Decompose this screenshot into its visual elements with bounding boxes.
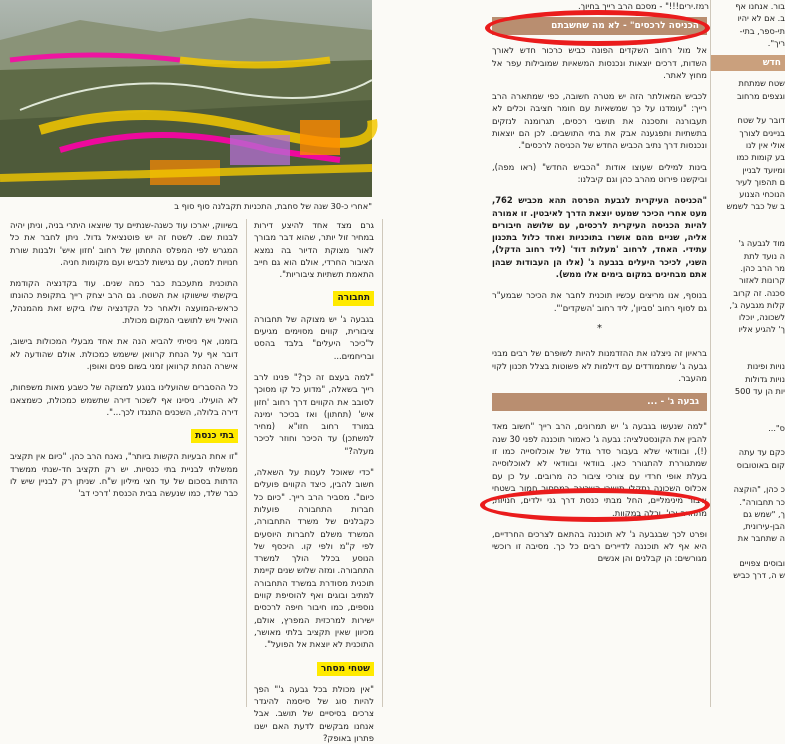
- text-line: קלות מגבעה ג',: [729, 299, 785, 310]
- text-line: [711, 336, 785, 348]
- section-heading-entrance: הכניסה לרכסים" - לא מה שחשבתם: [492, 17, 707, 35]
- text-line: תי-ספר, בתי-: [739, 25, 785, 36]
- paragraph: בשיווק, יארכו עוד כשנה-שנתיים עד שיוצאו היתרי בניה, וניתן יהיה לבנות שם. לשטח זה יש פוטנציאל גדול. ניתן לחבר את כל המגרש לפי המפלס התחתון של רחוב 'חזון איש' ולבנות שורת חנויות למטה, עם נגישות לכביש ועם מקומות חניה.: [10, 220, 238, 267]
- subheading-commerce: שטחי מסחר: [317, 662, 374, 676]
- red-highlight-mark: [485, 10, 710, 46]
- text-line: ב. אם לא יהיו: [737, 13, 785, 24]
- text-line: [711, 410, 785, 422]
- paragraph: כל ההסברים שהועלינו בנוגע למצוקה של כשבע מאות משפחות, לא הועילו. ניסינו אף לשכור דירה שתשמש כמכולת, כשמצאנו דירה בלולה, השכנים התנגדו לכך...".: [10, 382, 238, 417]
- left-middle-column: [254, 219, 374, 743]
- text-line: קום באוטובוס: [736, 459, 785, 470]
- middle-column: [492, 17, 707, 707]
- paragraph: בינות למילים שעוצו אודות "הכביש החדש" (ראו מפה), וביקשנו פירוט מהרב כהן וגם קיבלנו:: [492, 161, 707, 184]
- paragraph: "הכניסה העיקרית לגבעת הפרסה תהא מכביש 762, מעט אחרי הכיכר שמעט יוצאת הדרך לאיבטין. זו אמורה להיות הכניסה העיקרית לרכסים, עם שלושה חיבורים אליה, שניים מהם אושרו בתוכניות ואחד כלול בתכנון עתידי. האחד, לרחוב 'מעלות דוד' (ליד רחוב הדקל), השני, לכיכר היעלים בגבעה ג' (אלו הן העבודות שבהן אתם מבחינים במקום בימים אלו ממש).: [492, 195, 707, 280]
- text-line: יות הן עד 500: [734, 385, 785, 396]
- text-line: ס"...: [768, 422, 785, 433]
- text-line: נויות גדולות: [745, 373, 785, 384]
- text-line: בניינים לצורך: [739, 127, 785, 138]
- text-line: הנוכחי הצנוע: [739, 189, 785, 200]
- text-line: שטח שמתחת: [738, 78, 785, 89]
- text-line: לשכונה, יוכלו: [738, 312, 785, 323]
- text-line: [711, 213, 785, 225]
- text-line: ש ה, דרך כביש: [733, 570, 785, 581]
- text-line: [711, 545, 785, 557]
- text-line: כקם עד עתה: [738, 447, 785, 458]
- text-line: מר הרב כהן.: [740, 262, 785, 273]
- text-line: כר תחבורה".: [739, 496, 785, 507]
- subheading-synagogues: בתי כנסת: [191, 429, 238, 443]
- text-line: ך, "שמש גם: [743, 508, 785, 519]
- paragraph: בראיון זה ניצלנו את ההזדמנות להיות לשופרם של רבים מבני גבעה ג' שמתמודדים עם דילמות לא פשוטות בצלל תכנון לקוי מהעבר.: [492, 348, 707, 383]
- section-heading-hill-c: גבעה ג' - ...: [492, 393, 707, 411]
- paragraph: לכביש המאולתר הזה יש מטרה חשובה, כפי שמתארה הרב רייך: "עומדנו על כך שמשאיות עם חומר חציבה וכלים לא תעבורנה ותסכנה את תושבי רכסים, תגרומנה לנזקים בתשתיות ותפגענה אבק את בתי התושבים. לכן הם יוצאות ונכנסות דרך נתיב הכביש החדש של הכניסה לרכסים".: [492, 91, 707, 151]
- right-fragment-lines: [711, 77, 785, 581]
- text-line: [711, 348, 785, 360]
- text-line: ך' להגיע אליו: [738, 324, 785, 335]
- text-line: [711, 434, 785, 446]
- text-line: קרונות לאזור: [739, 275, 785, 286]
- paragraph: אל מול רחוב השקדים הפונה כביש כרכור חדש לאורך השדות, דרכים יוצאות ונכנסות המשאיות שמובילות עפר אל מחוץ לאתר.: [492, 45, 707, 80]
- text-line: אולי אין לנו: [745, 139, 785, 150]
- text-line: נויות ופינות: [747, 361, 785, 372]
- text-line: בע קומות כמו: [736, 152, 785, 163]
- paragraph: "זו אחת הבעיות הקשות ביותר", נאנח הרב כהן. "כיום אין תקציב ממשלתי לבניית בתי כנסיות. יש רק תקציב חד-שנתי ממשרד הדתות בסכום של עד חצי מיליון ש"ח. שניתן רק לבניין שיש לו כבר שלד, כמו שנעשה בבית הכנסת 'דרכי דב': [10, 451, 238, 499]
- paragraph: בגבעה ג' יש מצוקה של תחבורה ציבורית, קווים מסוימים מגיעים ל"כיכר היעלים" בלבד בהסט ובריחמים...: [254, 313, 374, 361]
- text-line: ה נועד לתת: [743, 250, 785, 261]
- paragraph: ופרט לכך שבגבעה ג' לא תוכננה בהתאם לצרכים החרדיים, היא אף לא תוכננה לדיירים רבים כל כך. מסיבה זו רוכשי מגורשים: הן קבלנים והן אנשים: [492, 528, 707, 564]
- text-line: כ כהן, "הוקצה: [733, 484, 785, 495]
- text-line: [711, 471, 785, 483]
- paragraph: "למה בעצם זה כך?" פנינו לרב רייך בשאלה, "מדוע כל קו מסוכך לסובב את הקווים דרך רחוב 'חזון איש' (תחתון) ואז בכיכר ימינה במורד רחוב חזו"א (מחיר למשתכן) עד הכיכר וחוזר לכיכר מעלה?": [254, 371, 374, 456]
- text-line: וגצפים מרחוב: [737, 90, 785, 101]
- column-rule: [382, 219, 383, 707]
- right-cutoff-column: [711, 0, 785, 707]
- text-line: ם תהפוך לעיר: [735, 176, 785, 187]
- photo-caption: "אחרי כ-30 שנה של סחבת, התכניות תקבלנה סוף סוף ב: [174, 201, 372, 211]
- paragraph: גרם מצד אחד להיצע דירות במחיר זול יותר, שהוא דבר מבורך לאור מצוקת הדיור בה נמצא הציבור החרדי, אולם הוא גם חייב התאמת תשתיות ציבוריות".: [254, 220, 374, 280]
- paragraph: "כדי שאוכל לענות על השאלה, חשוב להבין, כיצד הקווים פועלים כיום". מסביר הרב רייך. "כיום כל חברות התחבורה פועלות כקבלנים של משרד התחבורה, המשרד משלם לחברות היוסעים לפי ק"מ ולפי קו. היכסף של הנוסע בכלל הולך למשרד התחבורה. ומזה שלוש שנים קיימת תוכנית מסודרת במשרד התחבורה למתיב ובוגים ואף להוסיפת קווים נוספים, כמו חיבור חיפה לרכסים ישירות למרכזית המפרץ, אולם, מכיוון שאין תקציב בלתי מאושר, התוכנית לא יוצאת אל הפועל".: [254, 467, 374, 650]
- subheading-transport: תחבורה: [333, 291, 374, 305]
- text-line: הבן-עירונית,: [742, 521, 785, 532]
- paragraph: התוכנית מתעכבת כבר כמה שנים. עוד בקדנציה הקודמת ביקשתי שישווקו את השטח. גם הרב יצחק רייך בתקופת כהונתו כראש-המועצה ולאחר כל הקדנציה שלו ביקש זאת מהמנהל, הואיל ויש לתושבי המקום מכולת.: [10, 278, 238, 326]
- text-line: ב של כבר לשמש: [726, 201, 785, 212]
- text-line: [711, 225, 785, 237]
- text-line: ומיועד לבניין: [742, 164, 785, 175]
- text-line: ה שתחבר את: [737, 533, 785, 544]
- text-line: [711, 102, 785, 114]
- aerial-plan-photo: [0, 0, 372, 197]
- section-heading-new: חדש: [711, 55, 785, 71]
- text-line: ובוסים צפויים: [739, 558, 785, 569]
- section-divider-star: *: [597, 322, 602, 334]
- paragraph: "למה שנעשו בגבעה ג' יש תמרונים, הרב רייך "חשוב מאד להבין את הקונסטלציה: גבעה ג' כאמור תוכננה לפני 30 שנה (!), ובוודאי שלא בעבור סדר גודל של אוכלוסייה כמו זו שמתגוררת להתגורר כאן. בוודאי ובוודאי לא לאוכלוסייה בעלת אופי חרדי עם צורכי ציבור כה מרובים. על כן עם אכלוס השכונה נתקלו תושבי השכונה במחסור חמור בשטחי ציבור מינימליים, החל מבתי כנסת דרך גני ילדים, חנויות, מתחרה וכו', וכלה במקוות.: [492, 421, 707, 518]
- text-line: בור. אנחנו אף: [735, 1, 785, 11]
- paragraph: בזמנו, אף ניסיתי להביא הנה את אחד מבעלי המכולות בישוב, דובר אף על הנחת קרוואן שישמש כמכולת. אולם שהודעה לא אישרה הנחת קרוואן זמני בשום פנים ואופן.: [10, 336, 238, 371]
- text-line: דובר על שטח: [737, 115, 785, 126]
- paragraph: בנוסף, אנו מריצים עכשיו תוכנית לחבר את הכיכר שבמע"ר גם לסוף רחוב 'סביון', ליד רחוב 'השקדים'".: [492, 290, 707, 313]
- text-line: מוד לגבעה ג': [738, 238, 785, 249]
- column-rule: [246, 219, 247, 707]
- text-line: סכנה. זה קרוב: [733, 287, 785, 298]
- top-snippet-line: רמז.ירים!!!" - מסכם הרב רייך בחיוך.: [577, 1, 709, 11]
- left-column: [10, 219, 238, 707]
- text-line: [711, 397, 785, 409]
- red-highlight-mark: [480, 488, 710, 522]
- text-line: ריך".: [767, 37, 785, 48]
- paragraph: "אין מכולת בכל גבעה ג'" הפך להיות סוג של סיסמה להיגדר צרכים בסיסיים של תושב. אבל אנחנו מבקשים לדעת האם ישנו פתרון באופק?: [254, 683, 374, 743]
